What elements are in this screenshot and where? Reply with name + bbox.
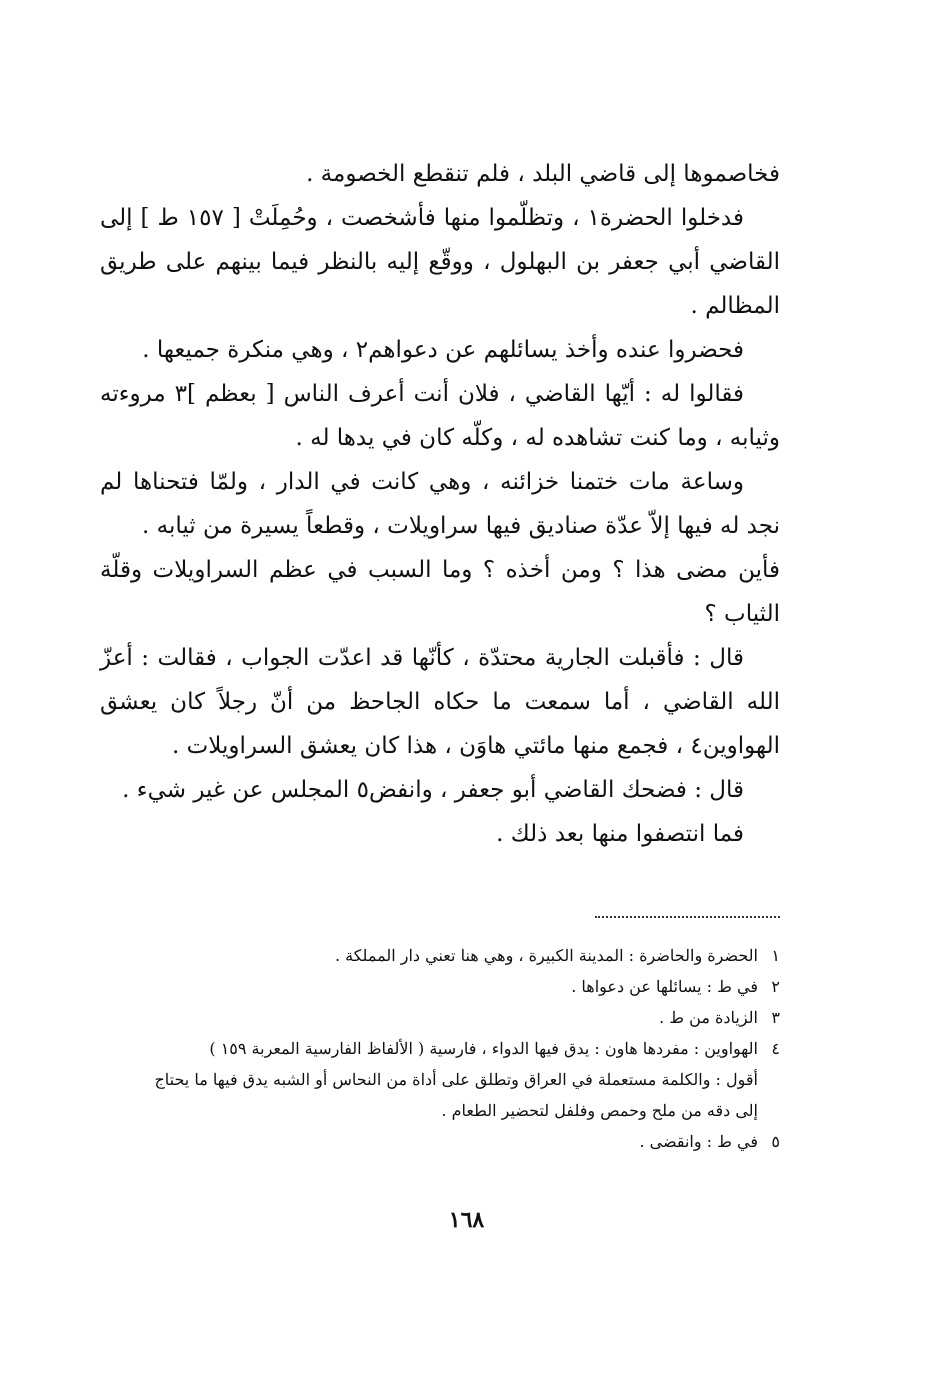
footnote-3 xyxy=(100,1002,780,1033)
footnote-4-continuation: أقول : والكلمة مستعملة في العراق وتطلق على أداة من النحاس أو الشبه يدق فيها ما يحتاج xyxy=(154,1070,758,1089)
paragraph-1: فخاصموها إلى قاضي البلد ، فلم تنقطع الخصومة . xyxy=(306,161,780,187)
footnote-text: الزيادة من ط . xyxy=(659,1008,758,1027)
paragraph-8: قال : فضحك القاضي أبو جعفر ، وانفض٥ المجلس عن غير شيء . xyxy=(122,777,744,803)
page-number: ١٦٨ xyxy=(448,1207,485,1233)
footnote-number: ٥ xyxy=(771,1132,780,1151)
footnote-text: الهواوين : مفردها هاون : يدق فيها الدواء ، فارسية ( الألفاظ الفارسية المعربة ١٥٩ ) xyxy=(209,1039,758,1058)
footnote-4-continuation: إلى دقه من ملح وحمص وفلفل لتحضير الطعام . xyxy=(441,1101,758,1120)
footnotes xyxy=(100,940,780,1157)
footnote-4 xyxy=(100,1033,780,1064)
footnote-number: ٣ xyxy=(771,1008,780,1027)
footnote-separator xyxy=(595,916,780,918)
paragraph-7: قال : فأقبلت الجارية محتدّة ، كأنّها قد اعدّت الجواب ، فقالت : أعزّ الله القاضي ، أما سمعت ما حكاه الجاحظ من أنّ رجلاً كان يعشق الهواوين٤ ، فجمع منها مائتي هاوَن ، هذا كان يعشق السراويلات . xyxy=(100,645,780,759)
footnote-number: ٤ xyxy=(771,1039,780,1058)
paragraph-5: وساعة مات ختمنا خزائنه ، وهي كانت في الدار ، ولمّا فتحناها لم نجد له فيها إلاّ عدّة صناديق فيها سراويلات ، وقطعاً يسيرة من ثيابه . xyxy=(100,469,780,539)
footnote-text: في ط : وانقضى . xyxy=(639,1132,758,1151)
footnote-number: ٢ xyxy=(771,977,780,996)
paragraph-6: فأين مضى هذا ؟ ومن أخذه ؟ وما السبب في عظم السراويلات وقلّة الثياب ؟ xyxy=(100,557,780,627)
paragraph-3: فحضروا عنده وأخذ يسائلهم عن دعواهم٢ ، وهي منكرة جميعها . xyxy=(142,337,744,363)
paragraph-2: فدخلوا الحضرة١ ، وتظلّموا منها فأشخصت ، وحُمِلَتْ [ ١٥٧ ط ] إلى القاضي أبي جعفر بن البهلول ، ووقّع إليه بالنظر فيما بينهم على طريق المظالم . xyxy=(100,205,780,319)
footnote-text: في ط : يسائلها عن دعواها . xyxy=(571,977,758,996)
paragraph-4: فقالوا له : أيّها القاضي ، فلان أنت أعرف الناس [ بعظم ]٣ مروءته وثيابه ، وما كنت تشاهده له ، وكلّه كان في يدها له . xyxy=(100,381,780,451)
footnote-5 xyxy=(100,1126,780,1157)
main-text xyxy=(100,152,780,856)
paragraph-9: فما انتصفوا منها بعد ذلك . xyxy=(496,821,744,847)
footnote-2 xyxy=(100,971,780,1002)
footnote-1 xyxy=(100,940,780,971)
footnote-text: الحضرة والحاضرة : المدينة الكبيرة ، وهي هنا تعني دار المملكة . xyxy=(334,946,758,965)
footnote-number: ١ xyxy=(771,946,780,965)
